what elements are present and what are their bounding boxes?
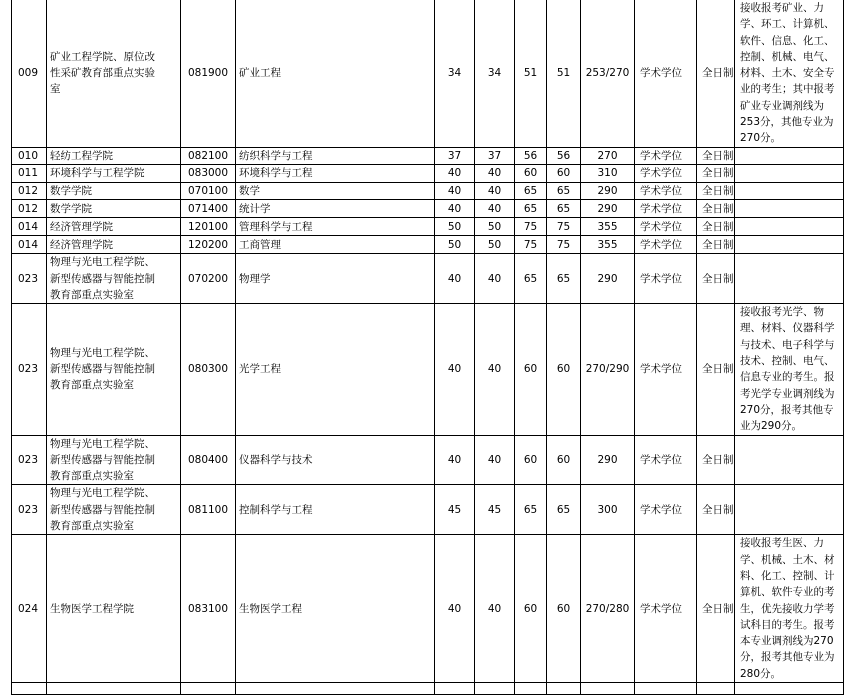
table-row (12, 218, 844, 236)
study-mode: 全日制 (697, 200, 735, 218)
college-name: 环境科学与工程学院 (47, 164, 181, 182)
score-politics: 40 (435, 304, 475, 435)
total-score: 290 (581, 435, 635, 485)
major-name: 纺织科学与工程 (236, 147, 435, 164)
cell (12, 682, 47, 694)
major-name: 光学工程 (236, 304, 435, 435)
college-name: 物理与光电工程学院、 新型传感器与智能控制 教育部重点实验室 (47, 435, 181, 485)
major-code: 070200 (181, 254, 236, 304)
row-code: 014 (12, 236, 47, 254)
cell (547, 682, 581, 694)
score-subject2: 60 (547, 304, 581, 435)
major-code: 082100 (181, 147, 236, 164)
major-code: 081100 (181, 485, 236, 535)
cell (475, 682, 515, 694)
degree-type: 学术学位 (635, 236, 697, 254)
score-subject2: 60 (547, 535, 581, 683)
score-english: 40 (475, 254, 515, 304)
degree-type: 学术学位 (635, 254, 697, 304)
score-english: 50 (475, 218, 515, 236)
score-subject2: 65 (547, 485, 581, 535)
major-code: 070100 (181, 182, 236, 199)
row-code: 010 (12, 147, 47, 164)
major-name: 生物医学工程 (236, 535, 435, 683)
college-name: 物理与光电工程学院、 新型传感器与智能控制 教育部重点实验室 (47, 304, 181, 435)
table-row (12, 164, 844, 182)
score-subject2: 51 (547, 0, 581, 147)
major-code: 120100 (181, 218, 236, 236)
degree-type: 学术学位 (635, 0, 697, 147)
degree-type: 学术学位 (635, 435, 697, 485)
college-name: 轻纺工程学院 (47, 147, 181, 164)
study-mode: 全日制 (697, 435, 735, 485)
college-name: 物理与光电工程学院、 新型传感器与智能控制 教育部重点实验室 (47, 254, 181, 304)
major-name: 数学 (236, 182, 435, 199)
study-mode: 全日制 (697, 218, 735, 236)
remarks: 接收报考生医、力 学、机械、土木、材 料、化工、控制、计 算机、软件专业的考 生，优先接收力学考 试科目的考生。报考 本专业调剂线为270 分，报考其他专业为 280分。 (735, 535, 844, 683)
degree-type: 学术学位 (635, 147, 697, 164)
score-subject2: 60 (547, 164, 581, 182)
degree-type: 学术学位 (635, 218, 697, 236)
score-english: 40 (475, 182, 515, 199)
college-name: 数学学院 (47, 200, 181, 218)
degree-type: 学术学位 (635, 200, 697, 218)
major-name: 仪器科学与技术 (236, 435, 435, 485)
score-politics: 50 (435, 218, 475, 236)
major-code: 080300 (181, 304, 236, 435)
study-mode: 全日制 (697, 304, 735, 435)
major-name: 工商管理 (236, 236, 435, 254)
cell (435, 682, 475, 694)
major-code: 071400 (181, 200, 236, 218)
degree-type: 学术学位 (635, 485, 697, 535)
total-score: 290 (581, 254, 635, 304)
total-score: 270/290 (581, 304, 635, 435)
total-score: 355 (581, 236, 635, 254)
remarks (735, 200, 844, 218)
total-score: 290 (581, 182, 635, 199)
admission-score-table (11, 0, 844, 695)
score-subject1: 51 (515, 0, 547, 147)
score-english: 34 (475, 0, 515, 147)
score-subject2: 65 (547, 200, 581, 218)
major-name: 管理科学与工程 (236, 218, 435, 236)
remarks (735, 164, 844, 182)
table-row (12, 485, 844, 535)
major-name: 物理学 (236, 254, 435, 304)
major-code: 083000 (181, 164, 236, 182)
remarks: 接收报考矿业、力 学、环工、计算机、 软件、信息、化工、 控制、机械、电气、 材料、土木、安全专 业的考生；其中报考 矿业专业调剂线为 253分，其他专业为 270分。 (735, 0, 844, 147)
degree-type: 学术学位 (635, 164, 697, 182)
degree-type: 学术学位 (635, 304, 697, 435)
remarks (735, 218, 844, 236)
score-english: 50 (475, 236, 515, 254)
study-mode: 全日制 (697, 236, 735, 254)
study-mode: 全日制 (697, 164, 735, 182)
row-code: 011 (12, 164, 47, 182)
table-row (12, 254, 844, 304)
cell (735, 682, 844, 694)
major-name: 矿业工程 (236, 0, 435, 147)
total-score: 310 (581, 164, 635, 182)
score-politics: 40 (435, 435, 475, 485)
score-english: 40 (475, 535, 515, 683)
table-row (12, 147, 844, 164)
total-score: 290 (581, 200, 635, 218)
total-score: 355 (581, 218, 635, 236)
major-code: 083100 (181, 535, 236, 683)
score-english: 40 (475, 304, 515, 435)
row-code: 009 (12, 0, 47, 147)
remarks (735, 236, 844, 254)
degree-type: 学术学位 (635, 182, 697, 199)
study-mode: 全日制 (697, 0, 735, 147)
row-code: 012 (12, 182, 47, 199)
score-subject2: 56 (547, 147, 581, 164)
score-english: 40 (475, 435, 515, 485)
score-politics: 45 (435, 485, 475, 535)
remarks (735, 435, 844, 485)
score-subject2: 65 (547, 182, 581, 199)
remarks (735, 485, 844, 535)
study-mode: 全日制 (697, 182, 735, 199)
score-subject1: 65 (515, 485, 547, 535)
score-subject2: 65 (547, 254, 581, 304)
score-english: 40 (475, 164, 515, 182)
cell (236, 682, 435, 694)
major-code: 120200 (181, 236, 236, 254)
score-politics: 40 (435, 164, 475, 182)
row-code: 014 (12, 218, 47, 236)
remarks (735, 182, 844, 199)
cell (47, 682, 181, 694)
score-politics: 40 (435, 182, 475, 199)
score-english: 40 (475, 200, 515, 218)
row-code: 024 (12, 535, 47, 683)
score-subject1: 65 (515, 182, 547, 199)
score-politics: 37 (435, 147, 475, 164)
remarks: 接收报考光学、物 理、材料、仪器科学 与技术、电子科学与 技术、控制、电气、 信息专业的考生。报 考光学专业调剂线为 270分，报考其他专 业为290分。 (735, 304, 844, 435)
score-politics: 40 (435, 254, 475, 304)
table-row (12, 0, 844, 147)
score-subject1: 65 (515, 200, 547, 218)
score-subject1: 75 (515, 218, 547, 236)
cell (181, 682, 236, 694)
table-row (12, 435, 844, 485)
total-score: 300 (581, 485, 635, 535)
score-english: 37 (475, 147, 515, 164)
score-subject1: 65 (515, 254, 547, 304)
row-code: 023 (12, 254, 47, 304)
table-row (12, 682, 844, 694)
college-name: 数学学院 (47, 182, 181, 199)
study-mode: 全日制 (697, 254, 735, 304)
cell (581, 682, 635, 694)
score-politics: 40 (435, 535, 475, 683)
score-subject1: 60 (515, 535, 547, 683)
table-row (12, 200, 844, 218)
total-score: 253/270 (581, 0, 635, 147)
score-politics: 50 (435, 236, 475, 254)
major-code: 080400 (181, 435, 236, 485)
major-code: 081900 (181, 0, 236, 147)
study-mode: 全日制 (697, 535, 735, 683)
study-mode: 全日制 (697, 485, 735, 535)
score-subject1: 60 (515, 435, 547, 485)
table-row (12, 182, 844, 199)
table-row (12, 236, 844, 254)
score-subject2: 75 (547, 236, 581, 254)
cell (515, 682, 547, 694)
score-subject1: 60 (515, 164, 547, 182)
table-row (12, 304, 844, 435)
total-score: 270 (581, 147, 635, 164)
row-code: 023 (12, 304, 47, 435)
major-name: 控制科学与工程 (236, 485, 435, 535)
table-row (12, 535, 844, 683)
score-english: 45 (475, 485, 515, 535)
remarks (735, 254, 844, 304)
college-name: 经济管理学院 (47, 236, 181, 254)
major-name: 统计学 (236, 200, 435, 218)
remarks (735, 147, 844, 164)
degree-type: 学术学位 (635, 535, 697, 683)
college-name: 物理与光电工程学院、 新型传感器与智能控制 教育部重点实验室 (47, 485, 181, 535)
score-subject1: 75 (515, 236, 547, 254)
score-subject1: 56 (515, 147, 547, 164)
score-subject1: 60 (515, 304, 547, 435)
row-code: 023 (12, 485, 47, 535)
row-code: 012 (12, 200, 47, 218)
score-subject2: 75 (547, 218, 581, 236)
row-code: 023 (12, 435, 47, 485)
total-score: 270/280 (581, 535, 635, 683)
college-name: 经济管理学院 (47, 218, 181, 236)
college-name: 矿业工程学院、原位改 性采矿教育部重点实验 室 (47, 0, 181, 147)
major-name: 环境科学与工程 (236, 164, 435, 182)
college-name: 生物医学工程学院 (47, 535, 181, 683)
score-subject2: 60 (547, 435, 581, 485)
cell (635, 682, 697, 694)
cell (697, 682, 735, 694)
study-mode: 全日制 (697, 147, 735, 164)
score-politics: 34 (435, 0, 475, 147)
score-politics: 40 (435, 200, 475, 218)
